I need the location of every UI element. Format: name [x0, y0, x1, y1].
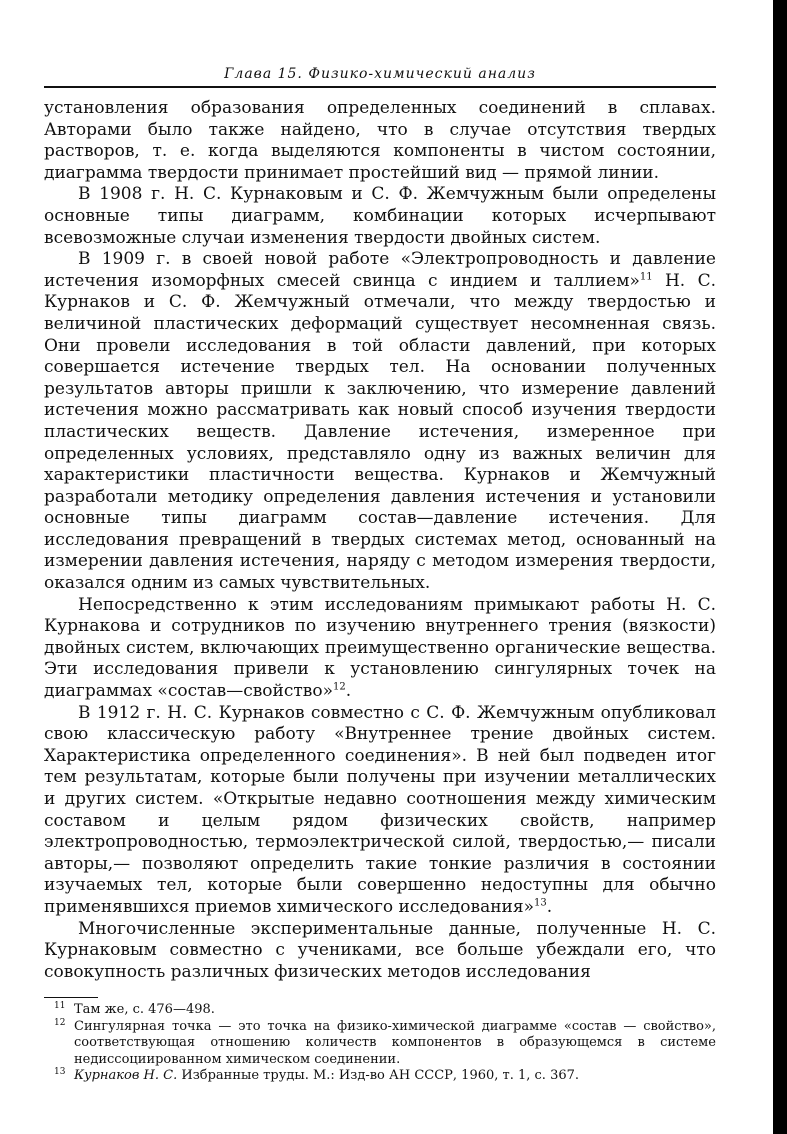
- book-page: [44, 66, 716, 1085]
- paragraph-2: В 1908 г. Н. С. Курнаковым и С. Ф. Жемчужным были определены основные типы диаграмм, комбинации которых исчерпывают всевозможные случаи изменения твердости двойных систем.: [44, 184, 716, 248]
- footnote-number: 13: [54, 1067, 66, 1078]
- footnote-ref-11: 11: [639, 271, 653, 283]
- footnote-11: [44, 1002, 716, 1019]
- footnote-number: 12: [54, 1017, 66, 1028]
- paragraph-5-text-b: .: [546, 896, 553, 917]
- footnote-author: Курнаков Н. С.: [74, 1068, 178, 1084]
- footnote-ref-12: 12: [333, 681, 346, 693]
- footnote-text: Сингулярная точка — это точка на физико-химической диаграмме «состав — свойство», соответствующая отношению количеств компонентов в образующемся в системе недиссоциированном химическом соединении.: [74, 1018, 716, 1067]
- paragraph-4-text-a: Непосредственно к этим исследованиям примыкают работы Н. С. Курнакова и сотрудников по изучению внутреннего трения (вязкости) двойных систем, включающих преимущественно органические вещества. Эти исследования привели к установлению сингулярных точек на диаграммах «состав—свойство»: [44, 594, 716, 702]
- paragraph-3-text-b: Н. С. Курнаков и С. Ф. Жемчужный отмечали, что между твердостью и величиной пластических деформаций существует несомненная связь. Они провели исследования в той области давлений, при которых совершается истечение твердых тел. На основании полученных результатов авторы пришли к заключению, что измерение давлений истечения можно рассматривать как новый способ изучения твердости пластических веществ. Давление истечения, измеренное при определенных условиях, представляло одну из важных величин для характеристики пластичности вещества. Курнаков и Жемчужный разработали методику определения давления истечения и установили основные типы диаграмм состав—давление истечения. Для исследования превращений в твердых системах метод, основанный на измерении давления истечения, наряду с методом измерения твердости, оказался одним из самых чувствительных.: [44, 270, 717, 594]
- paragraph-6: Многочисленные экспериментальные данные, полученные Н. С. Курнаковым совместно с учениками, все больше убеждали его, что совокупность различных физических методов исследования: [44, 918, 716, 982]
- footnote-number: 11: [54, 1001, 66, 1012]
- footnote-text: Там же, с. 476—498.: [74, 1002, 215, 1018]
- paragraph-4-text-b: .: [345, 681, 352, 702]
- paragraph-5: [44, 703, 716, 919]
- running-head: Глава 15. Физико-химический анализ: [44, 66, 716, 88]
- paragraph-3-text-a: В 1909 г. в своей новой работе «Электропроводность и давление истечения изоморфных смесей свинца с индием и таллием»: [44, 249, 716, 291]
- main-text: [44, 98, 716, 983]
- footnote-ref-13: 13: [534, 897, 547, 909]
- footnote-13: [44, 1068, 716, 1085]
- footnote-text: Избранные труды. М.: Изд-во АН СССР, 1960, т. 1, с. 367.: [177, 1068, 580, 1084]
- paragraph-1: установления образования определенных соединений в сплавах. Авторами было также найдено, что в случае отсутствия твердых растворов, т. е. когда выделяются компоненты в чистом состоянии, диаграмма твердости принимает простейший вид — прямой линии.: [44, 98, 716, 183]
- footnote-12: [44, 1019, 716, 1069]
- footnote-divider: [44, 997, 98, 998]
- paragraph-5-text-a: В 1912 г. Н. С. Курнаков совместно с С. Ф. Жемчужным опубликовал свою классическую работу «Внутреннее трение двойных систем. Характеристика определенного соединения». В ней был подведен итог тем результатам, которые были получены при изучении металлических и других систем. «Открытые недавно соотношения между химическим составом и целым рядом физических свойств, например электропроводностью, термоэлектрической силой, твердостью,— писали авторы,— позволяют определить такие тонкие различия в состоянии изучаемых тел, которые были совершенно недоступны для обычно применявшихся приемов химического исследования»: [44, 702, 716, 917]
- paragraph-4: [44, 595, 716, 703]
- paragraph-3: [44, 249, 716, 595]
- scan-edge-shadow: [773, 0, 787, 1134]
- footnotes: [44, 1002, 716, 1085]
